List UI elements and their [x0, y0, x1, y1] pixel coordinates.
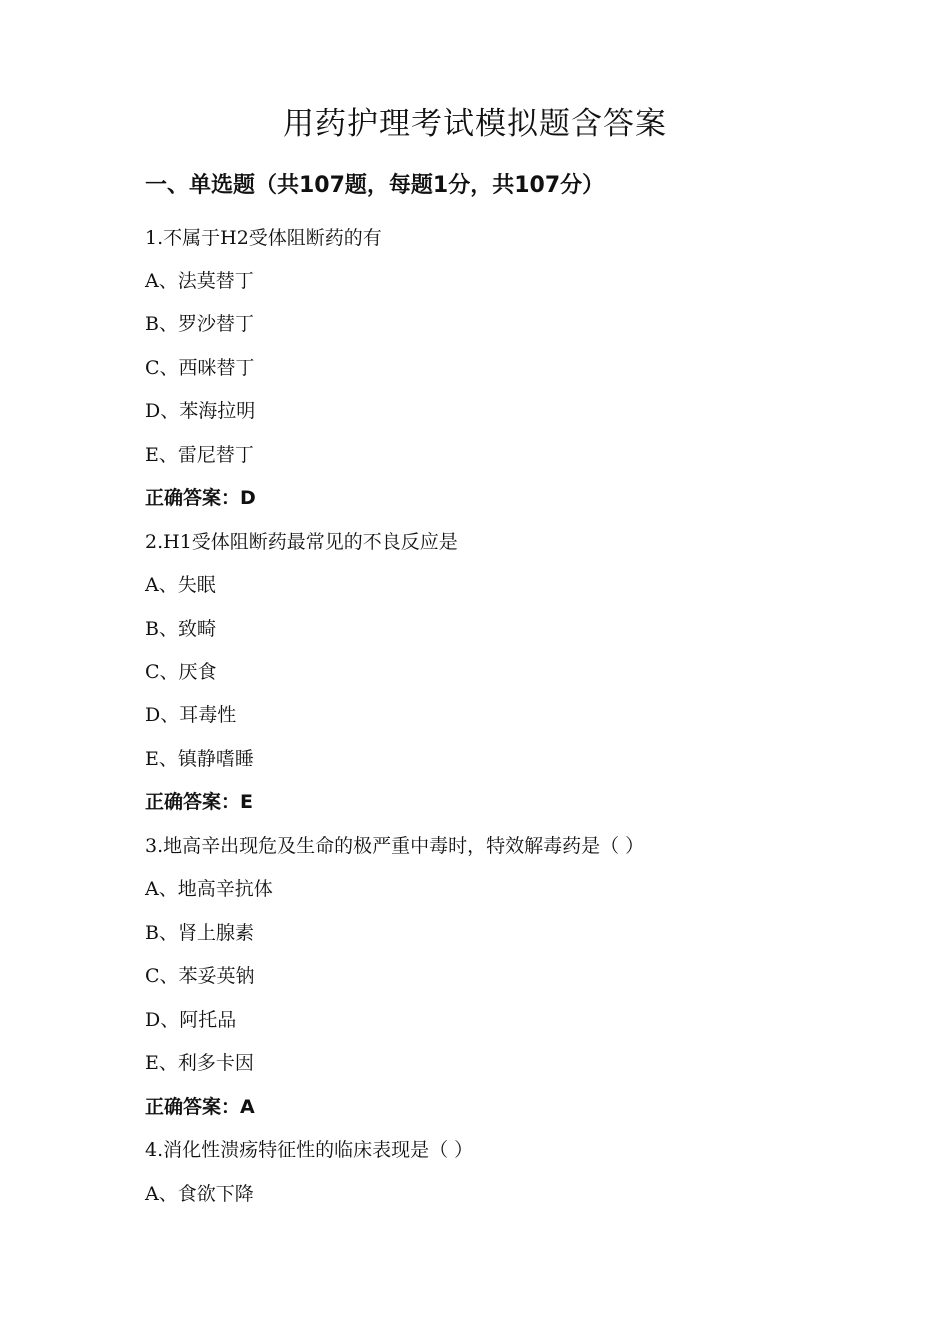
option-a: A、地高辛抗体 [145, 878, 273, 900]
option-d: D、耳毒性 [145, 704, 237, 726]
question-stem: 4.消化性溃疡特征性的临床表现是（ ） [145, 1139, 474, 1161]
option-b: B、罗沙替丁 [145, 313, 254, 335]
option-a: A、失眠 [145, 574, 216, 596]
section-heading: 一、单选题（共107题，每题1分，共107分） [145, 173, 605, 198]
correct-answer: 正确答案：D [145, 487, 256, 509]
question-stem: 1.不属于H2受体阻断药的有 [145, 227, 382, 249]
option-e: E、镇静嗜睡 [145, 748, 254, 770]
document-title: 用药护理考试模拟题含答案 [283, 106, 667, 142]
option-c: C、苯妥英钠 [145, 965, 255, 987]
option-c: C、厌食 [145, 661, 217, 683]
option-a: A、法莫替丁 [145, 270, 254, 292]
option-a: A、食欲下降 [145, 1183, 254, 1205]
option-e: E、雷尼替丁 [145, 444, 254, 466]
option-e: E、利多卡因 [145, 1052, 254, 1074]
question-stem: 2.H1受体阻断药最常见的不良反应是 [145, 531, 458, 553]
option-b: B、肾上腺素 [145, 922, 254, 944]
correct-answer: 正确答案：A [145, 1096, 255, 1118]
option-c: C、西咪替丁 [145, 357, 255, 379]
option-b: B、致畸 [145, 618, 216, 640]
question-stem: 3.地高辛出现危及生命的极严重中毒时，特效解毒药是（ ） [145, 835, 645, 857]
option-d: D、阿托品 [145, 1009, 237, 1031]
option-d: D、苯海拉明 [145, 400, 256, 422]
correct-answer: 正确答案：E [145, 791, 253, 813]
